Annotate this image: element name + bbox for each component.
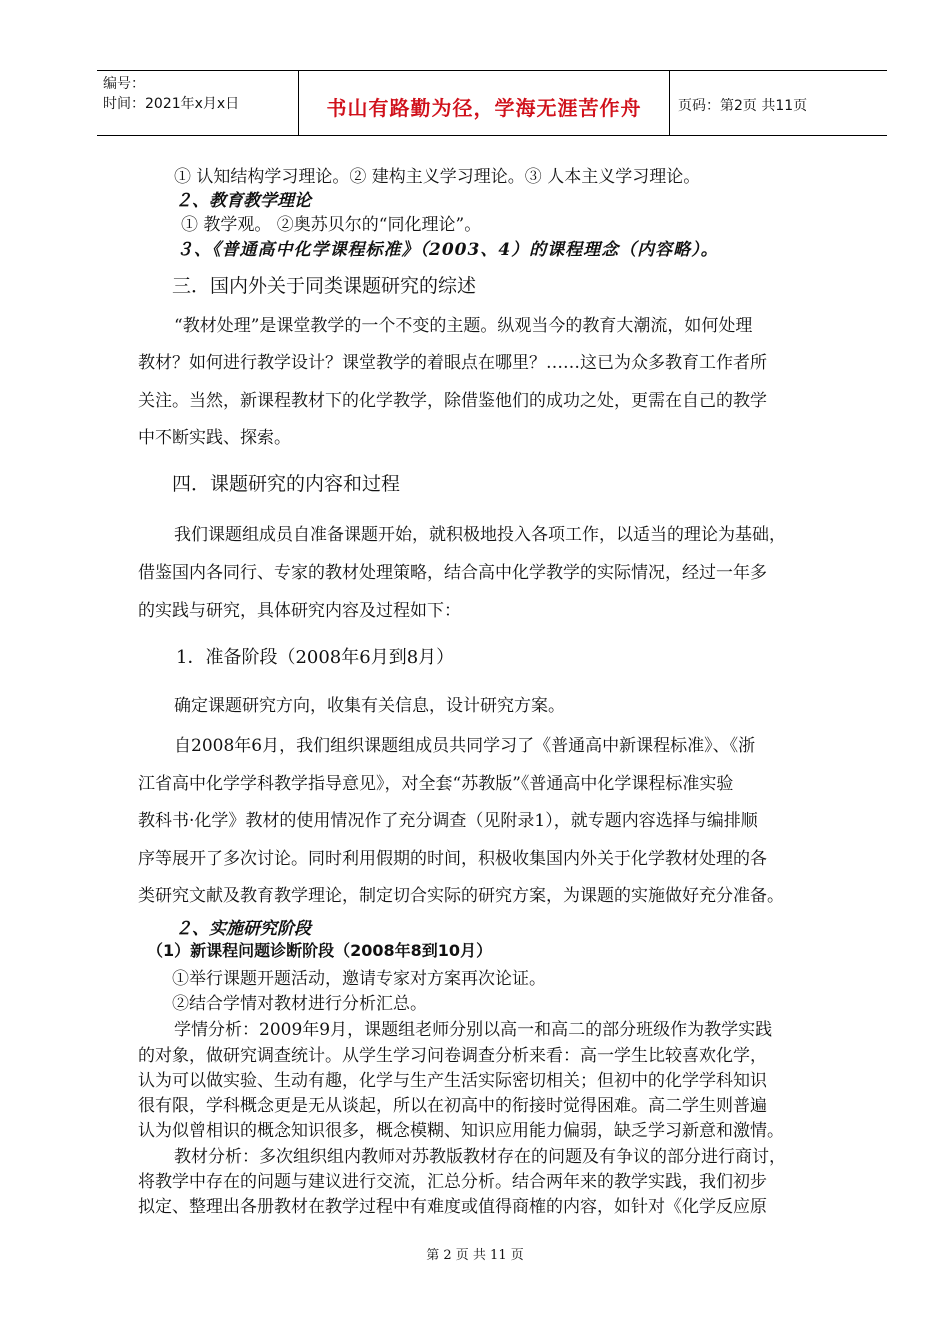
teaching-theory-line: ① 教学观。 ②奥苏贝尔的“同化理论”。	[181, 215, 482, 235]
paragraph-line: 自2008年6月，我们组织课题组成员共同学习了《普通高中新课程标准》、《浙	[174, 736, 756, 756]
paragraph-line: 关注。当然，新课程教材下的化学教学，除借鉴他们的成功之处，更需在自己的教学	[138, 391, 767, 411]
paragraph-line: 类研究文献及教育教学理论，制定切合实际的研究方案，为课题的实施做好充分准备。	[138, 886, 784, 906]
paragraph-line: 的实践与研究，具体研究内容及过程如下：	[138, 601, 461, 621]
paragraph-line: 认为似曾相识的概念知识很多，概念模糊、知识应用能力偏弱，缺乏学习新意和激情。	[138, 1121, 784, 1141]
subheading-teaching-theory: ２、教育教学理论	[175, 191, 311, 211]
header-page-cell	[670, 71, 887, 135]
header-info-cell	[97, 71, 299, 135]
paragraph-line: 学情分析：2009年9月，课题组老师分别以高一和高二的部分班级作为教学实践	[174, 1020, 773, 1040]
paragraph-line: 江省高中化学学科教学指导意见》，对全套“苏教版”《普通高中化学课程标准实验	[138, 774, 734, 794]
paragraph-line: 将教学中存在的问题与建议进行交流，汇总分析。结合两年来的教学实践，我们初步	[138, 1172, 767, 1192]
section-3-title: 三．国内外关于同类课题研究的综述	[172, 275, 477, 297]
paragraph-line: 认为可以做实验、生动有趣，化学与生产生活实际密切相关；但初中的化学学科知识	[138, 1071, 767, 1091]
header-motto: 书山有路勤为径，学海无涯苦作舟	[326, 96, 642, 120]
paragraph-line: 很有限，学科概念更是无从谈起，所以在初高中的衔接时觉得困难。高二学生则普遍	[138, 1096, 767, 1116]
paragraph-line: “教材处理”是课堂教学的一个不变的主题。纵观当今的教育大潮流，如何处理	[174, 316, 753, 336]
paragraph-line: 确定课题研究方向，收集有关信息，设计研究方案。	[174, 696, 565, 716]
paragraph-line: 序等展开了多次讨论。同时利用假期的时间，积极收集国内外关于化学教材处理的各	[138, 849, 767, 869]
paragraph-line: 拟定、整理出各册教材在教学过程中有难度或值得商榷的内容，如针对《化学反应原	[138, 1197, 767, 1217]
subheading-curriculum-standard: ３、《普通高中化学课程标准》（2003、4）的课程理念（内容略）。	[176, 240, 719, 260]
page-header	[97, 70, 887, 136]
paragraph-line: 教材分析：多次组织组内教师对苏教版教材存在的问题及有争议的部分进行商讨，	[174, 1147, 786, 1167]
page-footer: 第 2 页 共 11 页	[426, 1248, 524, 1263]
paragraph-line: 中不断实践、探索。	[138, 428, 291, 448]
stage-2-title: ２、实施研究阶段	[175, 919, 311, 939]
header-page-number: 页码：第2页 共11页	[678, 98, 808, 114]
paragraph-line: 借鉴国内各同行、专家的教材处理策略，结合高中化学教学的实际情况，经过一年多	[138, 563, 767, 583]
doc-time-label: 时间：2021年x月x日	[103, 96, 240, 112]
stage-2-subtitle: （1）新课程问题诊断阶段（2008年8到10月）	[147, 941, 493, 960]
theory-list-line: ① 认知结构学习理论。② 建构主义学习理论。③ 人本主义学习理论。	[174, 167, 701, 187]
list-item: ②结合学情对教材进行分析汇总。	[172, 994, 427, 1014]
section-4-title: 四．课题研究的内容和过程	[172, 473, 401, 495]
stage-1-title: 1．准备阶段（2008年6月到8月）	[176, 647, 455, 668]
paragraph-line: 的对象，做研究调查统计。从学生学习问卷调查分析来看：高一学生比较喜欢化学，	[138, 1046, 767, 1066]
list-item: ①举行课题开题活动，邀请专家对方案再次论证。	[172, 969, 546, 989]
paragraph-line: 我们课题组成员自准备课题开始，就积极地投入各项工作，以适当的理论为基础，	[174, 525, 786, 545]
doc-number-label: 编号：	[103, 76, 145, 92]
paragraph-line: 教科书·化学》教材的使用情况作了充分调查（见附录1），就专题内容选择与编排顺	[138, 811, 758, 831]
paragraph-line: 教材？如何进行教学设计？课堂教学的着眼点在哪里？……这已为众多教育工作者所	[138, 353, 767, 373]
header-motto-cell	[299, 71, 670, 135]
